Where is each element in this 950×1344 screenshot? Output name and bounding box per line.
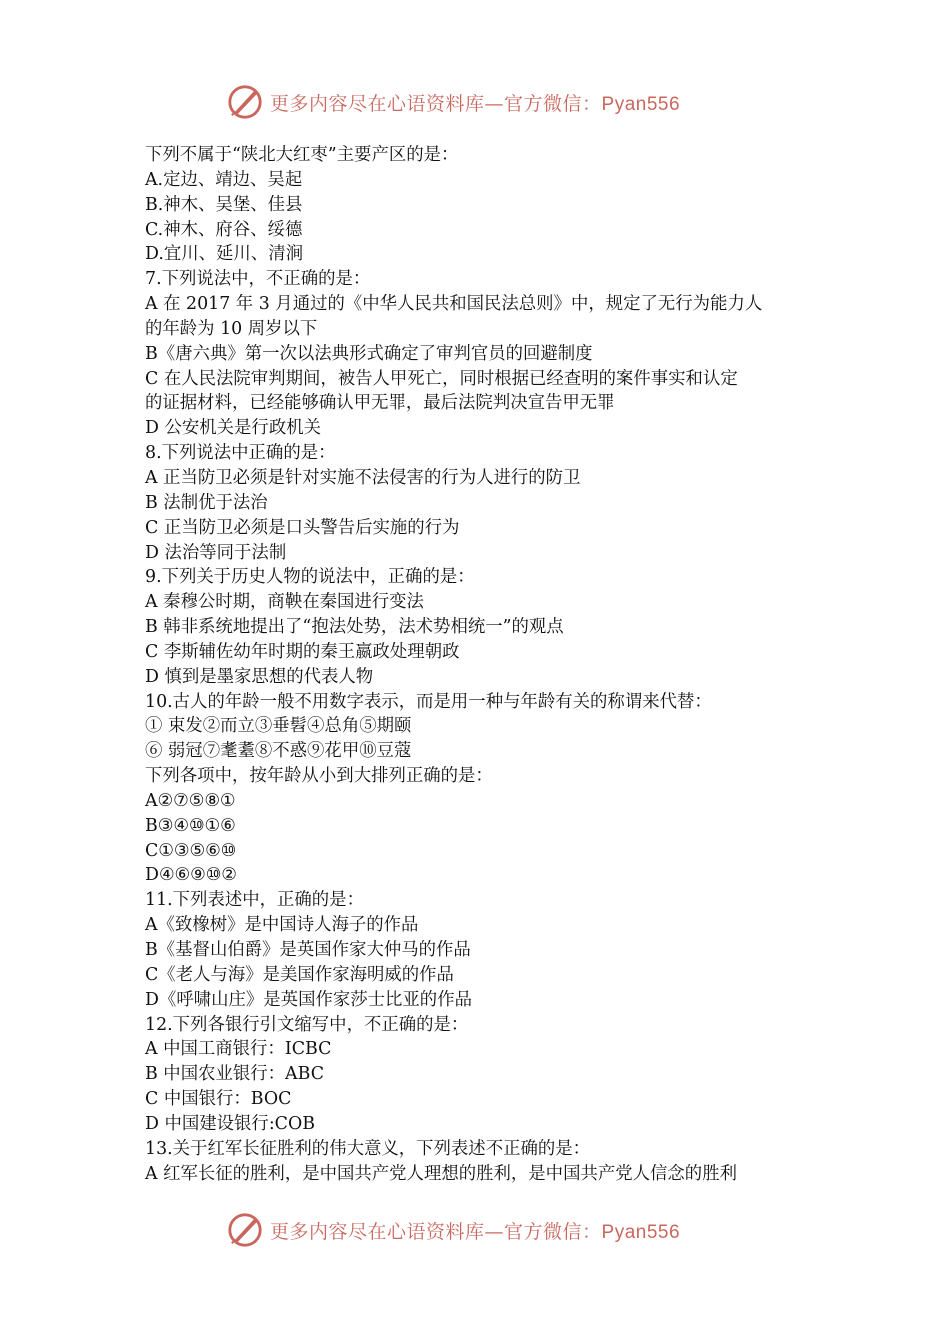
text-line: 的证据材料，已经能够确认甲无罪，最后法院判决宣告甲无罪 [145, 393, 615, 414]
text-line: 9.下列关于历史人物的说法中，正确的是： [145, 567, 475, 588]
text-line: D 中国建设银行:COB [145, 1113, 316, 1134]
text-line: 下列不属于“陕北大红枣”主要产区的是： [145, 145, 459, 165]
text-line: C 中国银行：BOC [145, 1089, 292, 1110]
text-line: D.宜川、延川、清涧 [145, 244, 303, 265]
text-line: C.神木、府谷、绥德 [145, 219, 303, 240]
text-line: A 红军长征的胜利，是中国共产党人理想的胜利，是中国共产党人信念的胜利 [145, 1163, 737, 1184]
text-line: 13.关于红军长征胜利的伟大意义，下列表述不正确的是： [145, 1138, 591, 1159]
text-line: A 在 2017 年 3 月通过的《中华人民共和国民法总则》中，规定了无行为能力人 [145, 294, 763, 315]
text-line: B 中国农业银行：ABC [145, 1064, 325, 1085]
wechat-id: Pyan556 [601, 1221, 681, 1243]
text-line: 8.下列说法中正确的是： [145, 443, 336, 464]
quill-logo-icon [226, 1211, 264, 1249]
text-line: 的年龄为 10 周岁以下 [145, 318, 318, 339]
text-line: D《呼啸山庄》是英国作家莎士比亚的作品 [145, 989, 472, 1010]
text-line: C 正当防卫必须是口头警告后实施的行为 [145, 517, 460, 538]
text-line: A.定边、靖边、吴起 [145, 169, 303, 190]
text-line: 12.下列各银行引文缩写中，不正确的是： [145, 1014, 469, 1035]
text-line: D④⑥⑨⑩② [145, 865, 237, 886]
wechat-id: Pyan556 [601, 93, 681, 115]
banner-text: 更多内容尽在心语资料库—官方微信：Pyan556 [270, 1220, 681, 1243]
text-line: C 李斯辅佐幼年时期的秦王嬴政处理朝政 [145, 641, 460, 662]
text-line: D 法治等同于法制 [145, 542, 287, 563]
text-line: 下列各项中，按年龄从小到大排列正确的是： [145, 766, 493, 787]
text-line: A 秦穆公时期，商鞅在秦国进行变法 [145, 592, 424, 613]
text-line: 7.下列说法中，不正确的是： [145, 269, 371, 290]
text-line: 10.古人的年龄一般不用数字表示，而是用一种与年龄有关的称谓来代替： [145, 691, 712, 712]
text-line: B③④⑩①⑥ [145, 815, 236, 836]
text-line: C《老人与海》是美国作家海明威的作品 [145, 964, 454, 985]
banner-text: 更多内容尽在心语资料库—官方微信：Pyan556 [270, 92, 681, 115]
document-body [145, 143, 825, 1186]
text-line: ① 束发②而立③垂髫④总角⑤期颐 [145, 716, 412, 737]
text-line: A《致橡树》是中国诗人海子的作品 [145, 915, 419, 936]
text-line: D 慎到是墨家思想的代表人物 [145, 666, 374, 687]
text-line: B《唐六典》第一次以法典形式确定了审判官员的回避制度 [145, 343, 593, 364]
text-line: C 在人民法院审判期间，被告人甲死亡，同时根据已经查明的案件事实和认定 [145, 368, 738, 389]
text-line: A 正当防卫必须是针对实施不法侵害的行为人进行的防卫 [145, 467, 581, 488]
text-line: B 韩非系统地提出了“抱法处势，法术势相统一”的观点 [145, 617, 564, 638]
text-line: C①③⑤⑥⑩ [145, 840, 237, 861]
text-line: B.神木、吴堡、佳县 [145, 194, 303, 215]
text-line: A 中国工商银行：ICBC [145, 1039, 332, 1060]
text-line: ⑥ 弱冠⑦耄耋⑧不惑⑨花甲⑩豆蔻 [145, 741, 412, 762]
footer-watermark-banner [226, 1208, 726, 1252]
text-line: 11.下列表述中，正确的是： [145, 890, 364, 911]
text-line: B《基督山伯爵》是英国作家大仲马的作品 [145, 940, 471, 960]
text-line: A②⑦⑤⑧① [145, 790, 236, 811]
quill-logo-icon [226, 83, 264, 121]
header-watermark-banner [226, 80, 726, 124]
text-line: D 公安机关是行政机关 [145, 418, 321, 439]
text-line: B 法制优于法治 [145, 492, 268, 513]
